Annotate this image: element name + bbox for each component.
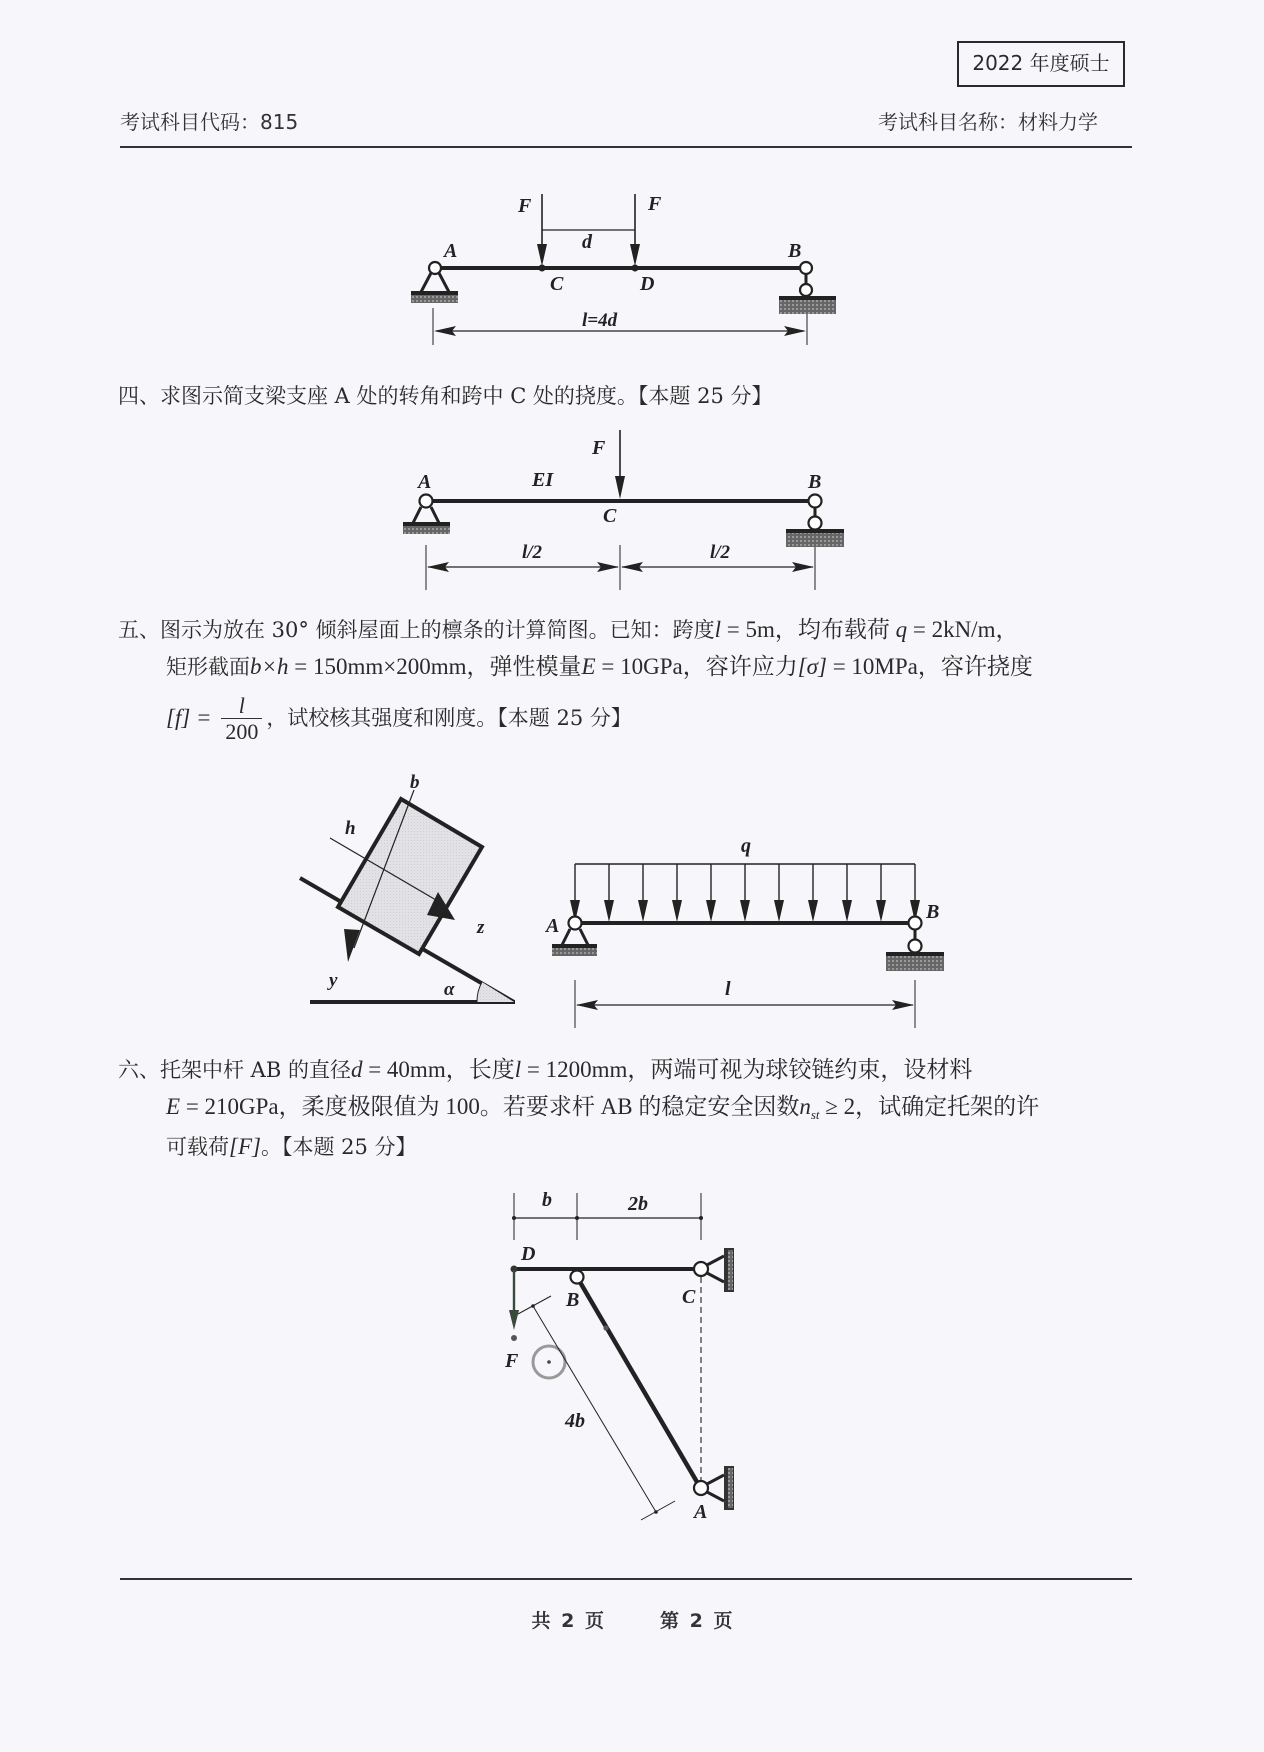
label-2b: 2b	[628, 1193, 648, 1215]
subject-code: 考试科目代码：815	[120, 110, 299, 134]
label-half-1: l/2	[522, 542, 543, 563]
label-half-2: l/2	[710, 542, 731, 563]
subject-name: 考试科目名称：材料力学	[878, 110, 1098, 134]
label-A: A	[694, 1501, 708, 1523]
label-length: l=4d	[582, 310, 618, 331]
question-6-line-1: 六、托架中杆 AB 的直径d = 40mm，长度l = 1200mm，两端可视为球铰链约束，设材料	[118, 1057, 973, 1082]
label-B: B	[926, 901, 940, 923]
label-C: C	[603, 505, 617, 527]
question-5-line-1: 五、图示为放在 30° 倾斜屋面上的檩条的计算简图。已知：跨度l = 5m，均布载荷 q = 2kN/m，	[118, 617, 1019, 642]
label-B: B	[566, 1289, 580, 1311]
label-q: q	[741, 835, 751, 857]
label-B: B	[808, 471, 822, 493]
label-l: l	[725, 978, 731, 1000]
label-D: D	[640, 273, 655, 295]
year-badge: 2022 年度硕士	[957, 41, 1125, 87]
label-C: C	[682, 1286, 696, 1308]
question-6-line-2: E = 210GPa，柔度极限值为 100。若要求杆 AB 的稳定安全因数$n_{st} \ge 2$，试确定托架的许	[166, 1094, 1040, 1123]
label-C: C	[550, 273, 564, 295]
label-A: A	[444, 240, 458, 262]
label-F1: F	[518, 195, 532, 217]
current-page: 第 2 页	[660, 1610, 733, 1632]
label-A: A	[418, 471, 432, 493]
question-5-line-2: 矩形截面b×h = 150mm×200mm，弹性模量E = 10GPa，容许应力[σ] = 10MPa，容许挠度	[166, 654, 1033, 679]
label-EI: EI	[532, 469, 554, 491]
label-alpha: α	[444, 979, 455, 1000]
label-F: F	[505, 1350, 519, 1372]
label-y: y	[329, 970, 338, 991]
label-F2: F	[648, 193, 662, 215]
question-4-text: 四、求图示简支梁支座 A 处的转角和跨中 C 处的挠度。【本题 25 分】	[118, 384, 773, 408]
question-6-line-3: 可载荷[F]。【本题 25 分】	[166, 1134, 417, 1159]
label-B: B	[788, 240, 802, 262]
label-D: D	[521, 1243, 536, 1265]
page-footer	[0, 1606, 1264, 1633]
label-z: z	[477, 917, 485, 938]
label-F: F	[592, 437, 606, 459]
footer-rule	[120, 1578, 1132, 1580]
label-b: b	[542, 1189, 552, 1211]
label-4b: 4b	[565, 1410, 585, 1432]
label-d: d	[582, 231, 592, 253]
question-5-line-3: [f] = $\frac{l}{200}$ ，试校核其强度和刚度。【本题 25 分】	[166, 693, 632, 744]
allowable-deflection-fraction: $\frac{l}{200}$	[221, 694, 262, 745]
total-pages: 共 2 页	[531, 1610, 604, 1632]
label-h: h	[345, 818, 356, 839]
label-A: A	[546, 915, 560, 937]
label-b: b	[410, 772, 420, 793]
